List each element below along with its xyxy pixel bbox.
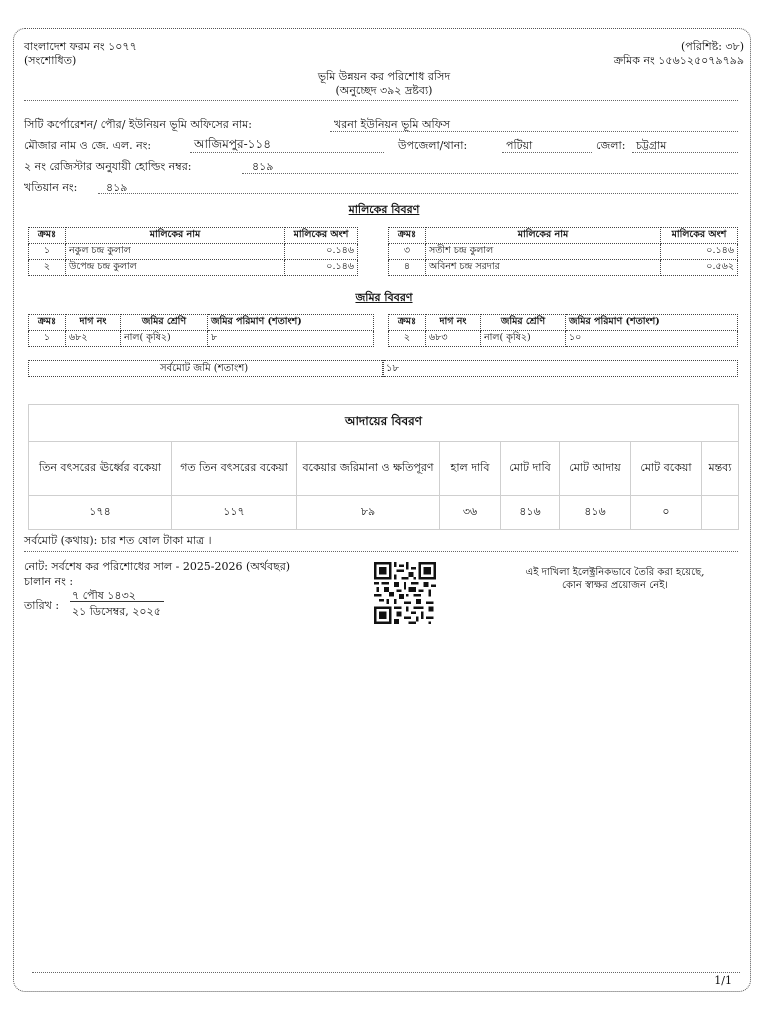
payment-value: ১১৭ — [172, 496, 297, 530]
mouza-underline — [190, 152, 384, 153]
payment-value: ৮৯ — [297, 496, 440, 530]
owners-table-right — [388, 227, 738, 276]
upazila-value: পটিয়া — [506, 139, 533, 152]
land-header-dag: দাগ নং — [426, 315, 481, 331]
land-amount: ১০ — [566, 331, 738, 347]
upazila-label: উপজেলা/থানা: — [398, 139, 468, 152]
owner-share: ০.১৪৬ — [661, 244, 738, 260]
land-title: জমির বিবরণ — [355, 291, 413, 304]
office-value: খরনা ইউনিয়ন ভূমি অফিস — [334, 118, 450, 131]
land-table-left — [28, 314, 374, 347]
electronic-note-line2: কোন স্বাক্ষর প্রয়োজন নেই। — [561, 580, 669, 591]
challan-label: চালান নং : — [24, 575, 74, 588]
district-label: জেলা: — [596, 139, 626, 152]
land-header-sl: ক্রমঃ — [389, 315, 426, 331]
owners-header-sl: ক্রমঃ — [29, 228, 66, 244]
payment-header: হাল দাবি — [440, 442, 501, 496]
table-row — [389, 260, 738, 276]
payment-table — [28, 404, 739, 530]
table-row — [29, 496, 739, 530]
owners-title: মালিকের বিবরণ — [348, 203, 420, 216]
table-row — [29, 260, 358, 276]
owners-header-name: মালিকের নাম — [426, 228, 661, 244]
receipt-subtitle: (অনুচ্ছেদ ৩৯২ দ্রষ্টব্য) — [335, 84, 433, 97]
payment-value: ৩৬ — [440, 496, 501, 530]
khatian-value: ৪১৯ — [106, 181, 128, 194]
land-sl: ২ — [389, 331, 426, 347]
tax-year-note: নোট: সর্বশেষ কর পরিশোধের সাল - 2025-2026 (অর্থবছর) — [24, 560, 291, 573]
mouza-label: মৌজার নাম ও জে. এল. নং: — [24, 139, 152, 152]
owners-header-name: মালিকের নাম — [66, 228, 285, 244]
qr-code-icon — [372, 562, 438, 624]
total-in-words: সর্বমোট (কথায়): চার শত ষোল টাকা মাত্র । — [24, 534, 212, 547]
office-underline — [330, 131, 738, 132]
date-bangla: ৭ পৌষ ১৪৩২ — [72, 589, 136, 602]
khatian-label: খতিয়ান নং: — [24, 181, 78, 194]
payment-header: গত তিন বৎসরের বকেয়া — [172, 442, 297, 496]
upazila-underline — [502, 152, 592, 153]
owners-header-share: মালিকের অংশ — [661, 228, 738, 244]
payment-header: তিন বৎসরের ঊর্ধ্বের বকেয়া — [29, 442, 172, 496]
form-number: বাংলাদেশ ফরম নং ১০৭৭ — [24, 40, 137, 53]
electronic-note-line1: এই দাখিলা ইলেক্ট্রনিকভাবে তৈরি করা হয়েছে, — [525, 567, 705, 578]
land-dag: ৬৮২ — [66, 331, 121, 347]
land-header-sl: ক্রমঃ — [29, 315, 66, 331]
land-table-right — [388, 314, 738, 347]
table-row — [389, 244, 738, 260]
serial-number: ক্রমিক নং ১৫৬১২৫০৭৯৭৯৯ — [613, 54, 744, 67]
payment-divider — [24, 551, 738, 552]
holding-label: ২ নং রেজিস্টার অনুযায়ী হোল্ডিং নম্বর: — [24, 160, 192, 173]
owners-header-share: মালিকের অংশ — [285, 228, 358, 244]
date-gregorian: ২১ ডিসেম্বর, ২০২৫ — [72, 605, 161, 618]
land-dag: ৬৮৩ — [426, 331, 481, 347]
land-header-dag: দাগ নং — [66, 315, 121, 331]
land-amount: ৮ — [208, 331, 374, 347]
payment-header: মন্তব্য — [702, 442, 739, 496]
payment-value: ০ — [631, 496, 702, 530]
land-total-value: ১৮ — [386, 363, 399, 374]
appendix-label: (পরিশিষ্ট: ৩৮) — [681, 40, 744, 53]
page-number: 1/1 — [714, 974, 732, 987]
owner-name: অবিনশ চন্দ্র সরদার — [426, 260, 661, 276]
land-header-amount: জমির পরিমাণ (শতাংশ) — [208, 315, 374, 331]
land-header-class: জমির শ্রেণি — [121, 315, 208, 331]
owner-share: ০.৫৬২ — [661, 260, 738, 276]
receipt-title: ভূমি উন্নয়ন কর পরিশোধ রসিদ — [317, 70, 451, 83]
payment-header: মোট দাবি — [501, 442, 560, 496]
header-divider — [24, 100, 738, 101]
payment-header: মোট আদায় — [560, 442, 631, 496]
land-class: নাল( কৃষি২) — [121, 331, 208, 347]
owner-name: নকুল চন্দ্র কুলাল — [66, 244, 285, 260]
land-header-amount: জমির পরিমাণ (শতাংশ) — [566, 315, 738, 331]
owner-sl: ৩ — [389, 244, 426, 260]
office-label: সিটি কর্পোরেশন/ পৌর/ ইউনিয়ন ভূমি অফিসের নাম: — [24, 118, 252, 131]
holding-value: ৪১৯ — [252, 160, 274, 173]
date-separator — [70, 601, 164, 602]
table-row — [389, 331, 738, 347]
owner-share: ০.১৪৬ — [285, 260, 358, 276]
owner-sl: ১ — [29, 244, 66, 260]
land-sl: ১ — [29, 331, 66, 347]
owners-header-sl: ক্রমঃ — [389, 228, 426, 244]
owners-table-left — [28, 227, 358, 276]
land-total-divider — [382, 360, 384, 377]
district-underline — [632, 152, 738, 153]
payment-value: ৪১৬ — [560, 496, 631, 530]
land-class: নাল( কৃষি২) — [481, 331, 566, 347]
revised-label: (সংশোধিত) — [24, 54, 77, 67]
payment-header: মোট বকেয়া — [631, 442, 702, 496]
mouza-value: আজিমপুর-১১৪ — [194, 137, 271, 151]
owner-name: সতীশ চন্দ্র কুলাল — [426, 244, 661, 260]
payment-header: বকেয়ার জরিমানা ও ক্ষতিপূরণ — [297, 442, 440, 496]
payment-value: ৪১৬ — [501, 496, 560, 530]
khatian-underline — [98, 193, 738, 194]
holding-underline — [242, 173, 738, 174]
payment-title: আদায়ের বিবরণ — [29, 405, 739, 442]
table-row — [29, 331, 374, 347]
owner-name: উপেন্দ্র চন্দ্র কুলাল — [66, 260, 285, 276]
table-row — [29, 244, 358, 260]
date-label: তারিখ : — [24, 599, 60, 612]
land-header-class: জমির শ্রেণি — [481, 315, 566, 331]
owner-share: ০.১৪৬ — [285, 244, 358, 260]
land-total-label: সর্বমোট জমি (শতাংশ) — [160, 363, 249, 374]
payment-value — [702, 496, 739, 530]
district-value: চট্টগ্রাম — [636, 139, 667, 152]
owner-sl: ৪ — [389, 260, 426, 276]
owner-sl: ২ — [29, 260, 66, 276]
payment-value: ১৭৪ — [29, 496, 172, 530]
bottom-divider — [32, 972, 740, 973]
